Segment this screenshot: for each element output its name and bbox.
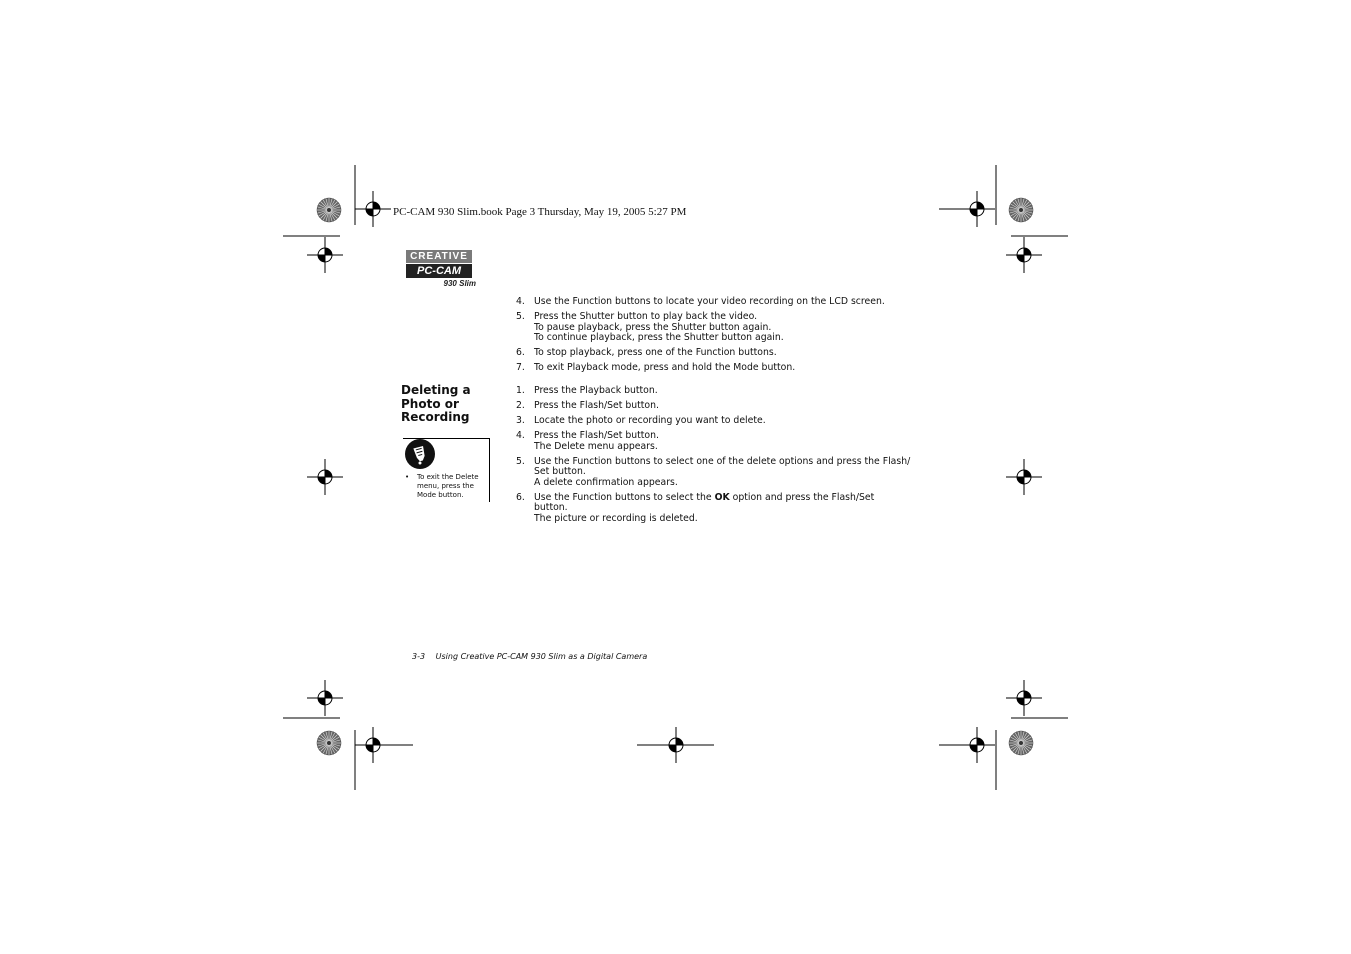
playback-steps-list <box>512 297 932 378</box>
footer-page-number: 3-3 <box>412 652 426 661</box>
step-number: 6. <box>516 491 525 503</box>
list-item <box>512 386 932 397</box>
step-line: To exit Playback mode, press and hold the Mode button. <box>534 362 796 373</box>
section-heading: Deleting a Photo or Recording <box>401 383 471 424</box>
step-line <box>534 493 932 504</box>
step-number: 2. <box>516 400 525 411</box>
step-line: A delete confirmation appears. <box>534 476 678 488</box>
step-line: Press the Shutter button to play back the video. <box>534 311 758 322</box>
list-item <box>512 416 932 427</box>
step-line: The Delete menu appears. <box>534 440 658 452</box>
step-line: Press the Playback button. <box>534 385 658 396</box>
list-item <box>512 431 932 452</box>
step-line: Use the Function buttons to select one of the delete options and press the Flash/ <box>534 455 911 467</box>
step-line: Press the Flash/Set button. <box>534 400 659 411</box>
step-number: 7. <box>516 362 525 373</box>
step-line: To pause playback, press the Shutter button again. <box>534 321 772 333</box>
step-number: 4. <box>516 430 525 441</box>
step-number: 6. <box>516 347 525 358</box>
step-number: 1. <box>516 385 525 396</box>
step-line: Use the Function buttons to locate your video recording on the LCD screen. <box>534 296 885 307</box>
step-line: The picture or recording is deleted. <box>534 512 698 524</box>
list-item <box>512 297 932 308</box>
book-header: PC-CAM 930 Slim.book Page 3 Thursday, May 19, 2005 5:27 PM <box>393 206 687 218</box>
list-item <box>512 401 932 412</box>
list-item <box>512 312 932 344</box>
delete-steps-list <box>512 386 932 529</box>
step-line: Locate the photo or recording you want to delete. <box>534 415 766 426</box>
tip-text: To exit the Delete menu, press the Mode button. <box>417 473 479 499</box>
step-line: Press the Flash/Set button. <box>534 430 659 441</box>
list-item <box>512 348 932 359</box>
step-line: Set button. <box>534 466 586 477</box>
step-line: To stop playback, press one of the Function buttons. <box>534 347 777 358</box>
list-item <box>512 493 932 525</box>
step-number: 5. <box>516 311 525 322</box>
step-number: 4. <box>516 296 525 307</box>
footer-chapter-title: Using Creative PC-CAM 930 Slim as a Digital Camera <box>435 652 648 661</box>
logo-model: 930 Slim <box>443 279 476 288</box>
step-text: Use the Function buttons to select the <box>534 491 715 503</box>
creative-pc-cam-logo <box>406 250 476 290</box>
tip-bullet: • <box>405 473 410 481</box>
tip-lightbulb-icon <box>405 439 435 469</box>
step-number: 5. <box>516 455 525 467</box>
list-item <box>512 363 932 374</box>
logo-product: PC-CAM <box>406 264 472 278</box>
step-text: option and press the Flash/Set <box>729 491 875 503</box>
list-item <box>512 457 932 489</box>
logo-brand: CREATIVE <box>406 250 472 263</box>
ok-option-label: OK <box>714 491 730 503</box>
step-line: To continue playback, press the Shutter button again. <box>534 332 784 343</box>
tip-note <box>403 438 490 502</box>
step-line: button. <box>534 502 568 513</box>
page-footer <box>412 652 647 661</box>
step-number: 3. <box>516 415 525 426</box>
